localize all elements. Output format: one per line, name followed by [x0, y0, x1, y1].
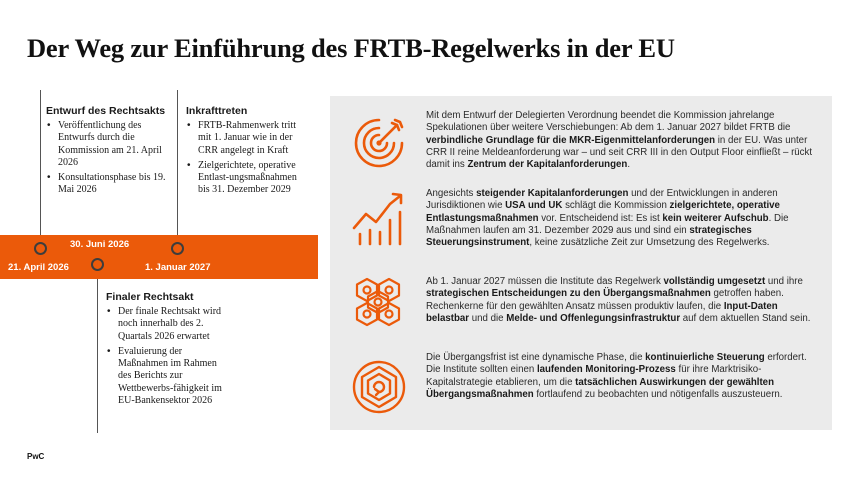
- timeline-date-entry: 1. Januar 2027: [145, 262, 211, 273]
- emphasis-text: Input-Daten belastbar: [426, 300, 778, 324]
- timeline-marker-draft: [34, 242, 47, 255]
- emphasis-text: laufenden Monitoring-Prozess: [536, 364, 676, 376]
- milestone-entry-bullet: • FRTB-Rahmenwerk tritt mit 1. Januar wie in der CRR angelegt in Kraft: [186, 120, 306, 157]
- target-icon: [350, 114, 408, 172]
- body-text: und die: [469, 312, 507, 324]
- body-text: in der EU. Was unter CRR II reine Meldeanforderung war – und seit CRR III in den Output Floor einfließt – rückt damit ins: [426, 134, 813, 171]
- body-text: für ihre Marktrisiko-Kapitalstrategie etablieren, um die: [426, 364, 762, 388]
- insights-panel: [330, 96, 832, 430]
- emphasis-text: kontinuierliche Steuerung: [645, 352, 765, 363]
- body-text: schlägt die Kommission: [562, 200, 670, 212]
- body-text: auf dem aktuellen Stand sein.: [680, 312, 811, 324]
- hexagon-gears-icon: [350, 276, 408, 334]
- body-text: und ihre: [765, 276, 803, 287]
- milestone-draft-heading: Entwurf des Rechtsakts: [46, 105, 166, 117]
- milestone-entry: [186, 105, 306, 200]
- milestone-draft-bullet: • Veröffentlichung des Entwurfs durch die Kommission am 21. April 2026: [46, 120, 170, 169]
- body-text: erfordert. Die Institute sollten einen: [426, 352, 807, 376]
- insight-text: [426, 276, 821, 325]
- emphasis-text: strategischen Entscheidungen zu den Übergangsmaßnahmen: [426, 288, 711, 300]
- page-title: Der Weg zur Einführung des FRTB-Regelwerks in der EU: [27, 33, 675, 63]
- growth-chart-icon: [350, 188, 408, 246]
- body-text: .: [627, 159, 631, 171]
- timeline-date-draft: 21. April 2026: [8, 262, 69, 273]
- insight-text: [426, 188, 821, 249]
- emphasis-text: kein weiterer Aufschub: [662, 212, 769, 224]
- timeline-marker-entry: [171, 242, 184, 255]
- body-text: Die Übergangsfrist ist eine dynamische Phase, die: [426, 352, 646, 363]
- insight-text: [426, 110, 821, 171]
- body-text: fortlaufend zu beobachten und nötigenfalls auszusteuern.: [533, 388, 783, 400]
- body-text: . Die Maßnahmen laufen am 31. Dezember 2029 aus und sind ein: [426, 212, 789, 236]
- milestone-final-bullet: • Der finale Rechtsakt wird noch innerhalb des 2. Quartals 2026 erwartet: [106, 306, 222, 343]
- milestone-entry-bullet: • Zielgerichtete, operative Entlast-ungsmaßnahmen bis 31. Dezember 2029: [186, 160, 306, 197]
- body-text: Ab 1. Januar 2027 müssen die Institute das Regelwerk: [426, 276, 664, 287]
- body-text: vor. Entscheidend ist: Es ist: [538, 212, 663, 224]
- timeline-date-final: 30. Juni 2026: [70, 239, 130, 250]
- insight-text: [426, 352, 821, 401]
- body-text: Angesichts: [426, 188, 477, 199]
- timeline-marker-final: [91, 258, 104, 271]
- body-text: und der Entwicklungen in anderen Jurisdiktionen wie: [426, 188, 778, 212]
- milestone-final: [106, 291, 222, 410]
- pwc-logo: PwC: [27, 452, 45, 461]
- timeline-connector-draft: [40, 90, 41, 242]
- emphasis-text: steigender Kapitalanforderungen: [476, 188, 629, 199]
- emphasis-text: Melde- und Offenlegungsinfrastruktur: [506, 312, 681, 324]
- emphasis-text: USA und UK: [505, 200, 563, 212]
- emphasis-text: strategisches Steuerungsinstrument: [426, 224, 752, 249]
- emphasis-text: tatsächlichen Auswirkungen der gewählten Übergangsmaßnahmen: [426, 376, 774, 400]
- milestone-final-heading: Finaler Rechtsakt: [106, 291, 194, 303]
- emphasis-text: vollständig umgesetzt: [663, 276, 766, 287]
- emphasis-text: zielgerichtete, operative Entlastungsmaßnahmen: [426, 200, 780, 224]
- emphasis-text: verbindliche Grundlage für die MKR-Eigenmittelanforderungen: [426, 134, 716, 146]
- hexagon-cycle-icon: [350, 358, 408, 416]
- timeline-connector-entry: [177, 90, 178, 242]
- milestone-draft: [46, 105, 170, 200]
- milestone-draft-bullet: • Konsultationsphase bis 19. Mai 2026: [46, 172, 170, 197]
- milestone-final-bullet: • Evaluierung der Maßnahmen im Rahmen des Berichts zur Wettbewerbs-fähigkeit im EU-Bankensektor 2026: [106, 346, 222, 407]
- body-text: Mit dem Entwurf der Delegierten Verordnung beendet die Kommission jahrelange Spekulationen über weitere Verschiebungen: Ab dem 1. Januar 2027 bildet FRTB die: [426, 110, 791, 134]
- body-text: , keine zusätzliche Zeit zur Umsetzung des Regelwerks.: [529, 237, 770, 249]
- timeline-connector-final: [97, 270, 98, 433]
- body-text: getroffen haben. Rechenkerne für den gewählten Ansatz müssen produktiv laufen, die: [426, 288, 784, 312]
- milestone-entry-heading: Inkrafttreten: [186, 105, 248, 117]
- emphasis-text: Zentrum der Kapitalanforderungen: [467, 159, 628, 171]
